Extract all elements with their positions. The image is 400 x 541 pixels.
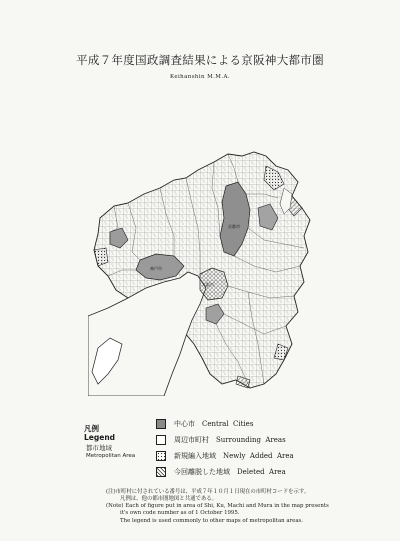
metropolitan-area-map	[88, 148, 318, 396]
legend-item-deleted	[156, 466, 286, 478]
legend-label-new: 新規編入地域 Newly Added Area	[174, 452, 294, 460]
surrounding-areas-swatch	[156, 435, 166, 445]
note-line-3: (Note) Each of figure put in area of Shi, Ku, Machi and Mura in the map presents	[106, 503, 329, 509]
note-line-4: it's own code number as of 1 October 1995.	[120, 510, 240, 516]
note-line-2: 凡例は、他の都市圏地図と共通である。	[120, 496, 218, 502]
legend-item-central	[156, 418, 253, 430]
legend-heading-jp: 凡例	[84, 424, 99, 433]
legend-metro-en: Metropolitan Area	[86, 453, 136, 459]
page-title: 平成７年度国政調査結果による京阪神大都市圏	[76, 53, 324, 67]
legend-label-central: 中心市 Central Cities	[174, 420, 254, 428]
legend-label-deleted: 今回離脱した地域 Deleted Area	[174, 468, 286, 476]
note-line-1: (注)市町村に付されている番号は、平成７年１０月１日現在の市町村コードを示す。	[106, 489, 310, 495]
legend-heading-en: Legend	[84, 432, 116, 442]
page-subtitle: Keihanshin M.M.A.	[169, 74, 231, 80]
map-label-kyoto: 京都市	[228, 224, 240, 229]
central-cities-swatch	[156, 419, 166, 429]
map-label-kobe: 神戸市	[150, 266, 162, 271]
legend-heading	[84, 425, 115, 442]
legend-metro-jp: 都市地域	[86, 444, 112, 452]
legend-item-new	[156, 450, 294, 462]
legend-metro-label	[86, 444, 135, 460]
legend-label-surrounding: 周辺市町村 Surrounding Areas	[174, 436, 286, 444]
deleted-area-swatch	[156, 467, 166, 477]
map-label-osaka: 大阪市	[202, 282, 214, 287]
legend-item-surrounding	[156, 434, 286, 446]
newly-added-swatch	[156, 451, 166, 461]
note-line-5: The legend is used commonly to other maps of metropolitan areas.	[120, 518, 304, 524]
